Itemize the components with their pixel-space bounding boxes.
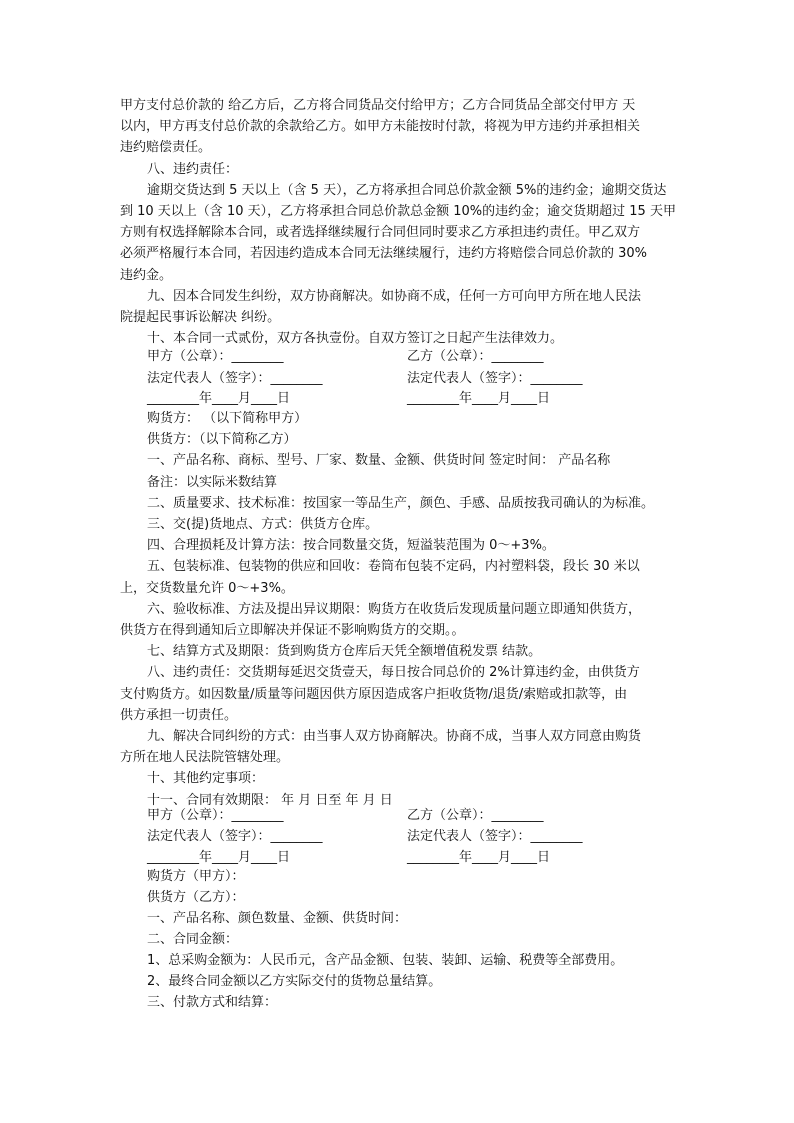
text-line: 2、最终合同金额以乙方实际交付的货物总量结算。 (147, 974, 442, 989)
text-line: 以内，甲方再支付总价款的余款给乙方。如甲方未能按时付款，将视为甲方违约并承担相关 (120, 119, 641, 135)
text-line: 上，交货数量允许 0～+3%。 (120, 580, 294, 596)
text-line: 院提起民事诉讼解决 纠纷。 (120, 310, 281, 325)
text-line: 一、产品名称、颜色数量、金额、供货时间： (147, 911, 408, 926)
party-b-seal-line: 乙方（公章）：________ (407, 808, 544, 823)
text-line: 购货方： （以下简称甲方） (147, 411, 308, 426)
text-line: 九、因本合同发生纠纷，双方协商解决。如协商不成，任何一方可向甲方所在地人民法 (147, 288, 642, 304)
text-line: 十、其他约定事项： (147, 771, 265, 787)
text-line: 七、结算方式及期限：货到购货方仓库后天凭全额增值税发票 结款。 (147, 644, 542, 660)
text-line: 六、验收标准、方法及提出异议期限：购货方在收货后发现质量问题立即通知供货方， (147, 601, 642, 617)
party-b-date-line: ________年____月____日 (407, 850, 551, 865)
text-line: 逾期交货达到 5 天以上（含 5 天），乙方将承担合同总价款金额 5%的违约金；逾期交货达 (147, 182, 667, 198)
text-line: 甲方支付总价款的 给乙方后，乙方将合同货品交付给甲方；乙方合同货品全部交付甲方 天 (120, 98, 636, 113)
text-line: 二、质量要求、技术标准：按国家一等品生产，颜色、手感、品质按我司确认的为标准。 (147, 495, 655, 511)
text-line: 十一、合同有效期限： 年 月 日至 年 月 日 (147, 792, 393, 808)
party-b-seal-line: 乙方（公章）：________ (407, 349, 544, 364)
text-line: 1、总采购金额为：人民币元，含产品金额、包装、装卸、运输、税费等全部费用。 (147, 953, 624, 968)
text-line: 购货方（甲方）： (147, 869, 245, 884)
party-b-representative-line: 法定代表人（签字）：________ (407, 829, 583, 844)
party-a-date-line: ________年____月____日 (147, 391, 291, 406)
text-line: 支付购货方。如因数量/质量等问题因供方原因造成客户拒收货物/退货/索赔或扣款等，由 (120, 686, 628, 702)
text-line: 十、本合同一式贰份，双方各执壹份。自双方签订之日起产生法律效力。 (147, 331, 564, 347)
text-line: 违约金。 (120, 267, 173, 283)
text-line: 供货方在得到通知后立即解决并保证不影响购货方的交期。。 (120, 623, 465, 638)
text-line: 八、违约责任： (147, 161, 239, 177)
text-line: 违约赔偿责任。 (120, 140, 212, 156)
text-line: 必须严格履行本合同，若因违约造成本合同无法继续履行，违约方将赔偿合同总价款的 30% (120, 246, 648, 262)
party-a-date-line: ________年____月____日 (147, 850, 291, 865)
text-line: 八、违约责任：交货期每延迟交货壹天，每日按合同总价的 2%计算违约金，由供货方 (147, 665, 640, 681)
party-b-date-line: ________年____月____日 (407, 391, 551, 406)
text-line: 三、付款方式和结算： (147, 995, 278, 1010)
party-a-seal-line: 甲方（公章）：________ (147, 808, 284, 823)
party-a-representative-line: 法定代表人（签字）：________ (147, 829, 323, 844)
party-b-representative-line: 法定代表人（签字）：________ (407, 371, 583, 386)
text-line: 三、交(提)货地点、方式：供货方仓库。 (147, 517, 379, 532)
text-line: 供货方：（以下简称乙方） (147, 432, 297, 448)
text-line: 供货方（乙方）： (147, 890, 245, 905)
text-line: 方所在地人民法院管辖处理。 (120, 750, 290, 766)
party-a-representative-line: 法定代表人（签字）：________ (147, 371, 323, 386)
text-line: 备注：以实际米数结算 (147, 474, 278, 490)
text-line: 方则有权选择解除本合同，或者选择继续履行合同但同时要求乙方承担违约责任。甲乙双方 (120, 225, 641, 241)
text-line: 供方承担一切责任。 (120, 707, 238, 723)
party-a-seal-line: 甲方（公章）：________ (147, 349, 284, 364)
text-line: 九、解决合同纠纷的方式：由当事人双方协商解决。协商不成，当事人双方同意由购货 (147, 729, 642, 744)
text-line: 一、产品名称、商标、型号、厂家、数量、金额、供货时间 签定时间： 产品名称 (147, 453, 611, 469)
text-line: 二、合同金额： (147, 932, 239, 947)
text-line: 四、合理损耗及计算方法：按合同数量交货，短溢装范围为 0～+3%。 (147, 538, 555, 554)
text-line: 五、包装标准、包装物的供应和回收：卷筒布包装不定码，内衬塑料袋，段长 30 米以 (147, 559, 640, 575)
text-line: 到 10 天以上（含 10 天），乙方将承担合同总价款总金额 10%的违约金；逾交货期超过 15 天甲 (120, 204, 676, 219)
